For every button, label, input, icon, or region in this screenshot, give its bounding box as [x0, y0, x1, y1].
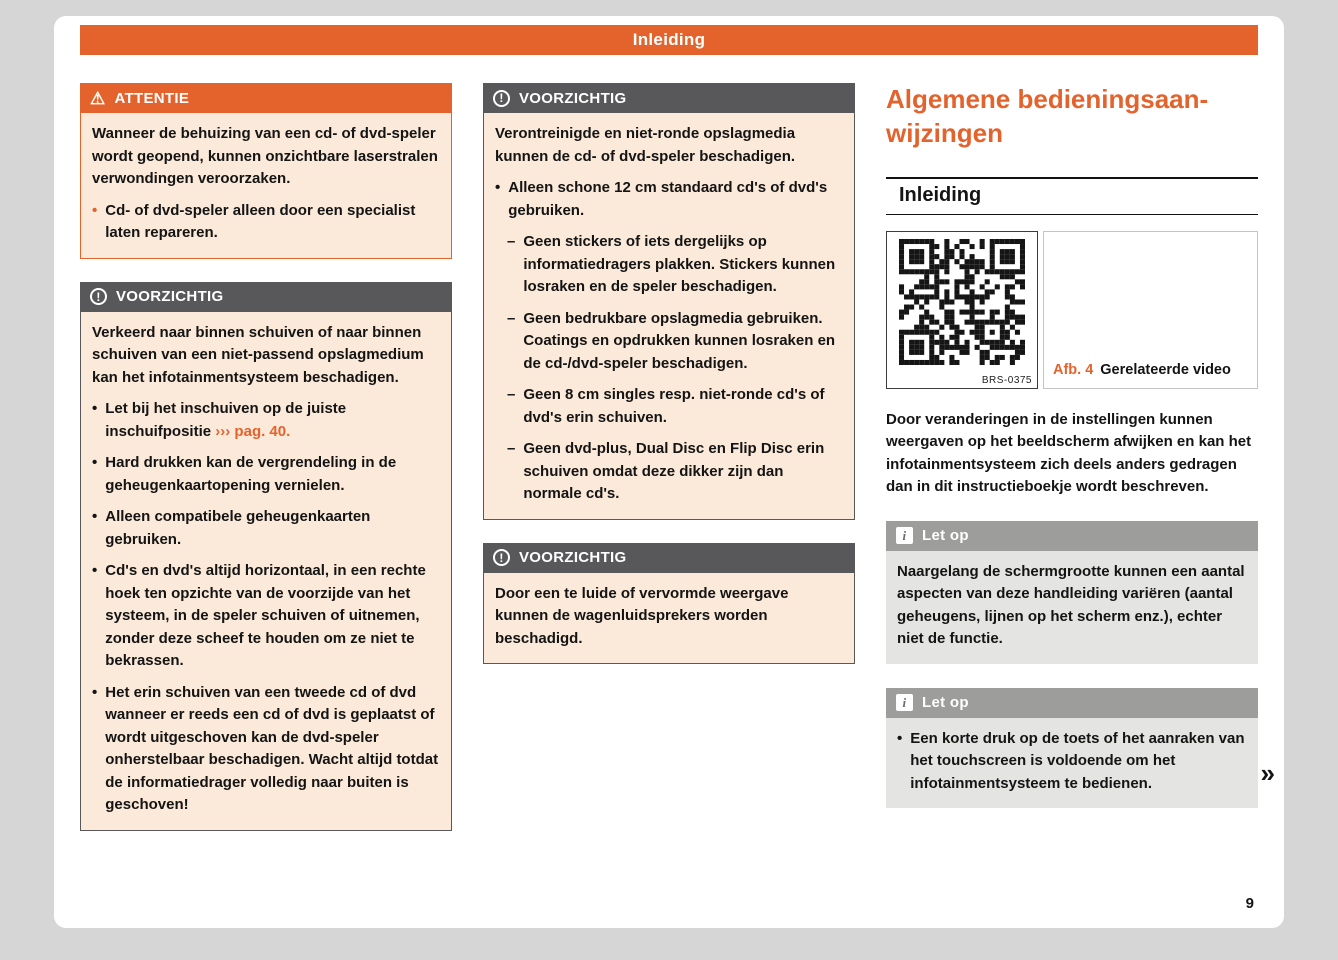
note-box-body: Naargelang de schermgrootte kunnen een aantal aspecten van deze handleiding variëren (aantal geheugens, lijnen op het scherm enz.), echter niet de functie.	[886, 551, 1258, 664]
dash-text: Geen stickers of iets dergelijks op informatiedragers plakken. Stickers kunnen losraken en de speler beschadigen.	[523, 233, 836, 295]
dash-text: Geen dvd-plus, Dual Disc en Flip Disc erin schuiven omdat deze dikker zijn dan normale cd's.	[523, 440, 825, 502]
bullet-marker: •	[92, 508, 98, 525]
bullet-marker: •	[92, 454, 98, 471]
bullet-marker: •	[92, 683, 98, 701]
bullet-item	[92, 200, 440, 245]
bullet-marker: •	[897, 729, 903, 747]
page-reference-link[interactable]: ››› pag. 40.	[215, 422, 291, 440]
figure-caption-text: Gerelateerde video	[1100, 361, 1231, 378]
column-middle	[483, 83, 855, 854]
figure-caption-box	[1043, 231, 1258, 389]
bullet-text: Hard drukken kan de vergrendeling in de geheugenkaartopening vernielen.	[105, 454, 397, 494]
figure-label: Afb. 4	[1053, 361, 1094, 378]
bullet-marker: •	[92, 562, 98, 579]
section-heading-line1: Algemene bedieningsaan-	[886, 84, 1209, 114]
caution-box-1	[80, 282, 452, 831]
note-box-header	[886, 521, 1258, 551]
exclamation-circle-icon	[493, 549, 510, 566]
column-left	[80, 83, 452, 854]
caution-box-header	[80, 282, 452, 312]
caution-box-title: VOORZICHTIG	[519, 549, 627, 566]
bullet-item	[92, 398, 440, 443]
figure-credit-code: BRS-0375	[981, 374, 1032, 386]
warning-triangle-icon	[90, 90, 106, 107]
bullet-text: Een korte druk op de toets of het aanraken van het touchscreen is voldoende om het infotainmentsysteem te bedienen.	[910, 729, 1245, 792]
columns	[80, 83, 1258, 854]
dash-item	[495, 231, 843, 299]
attention-box-header	[80, 83, 452, 113]
caution-box-title: VOORZICHTIG	[519, 89, 627, 107]
section-heading-line2: wijzingen	[886, 117, 1003, 148]
subsection-heading: Inleiding	[886, 177, 1258, 215]
caution-box-body	[483, 573, 855, 665]
note-box-title: Let op	[922, 527, 969, 545]
caution-intro: Verontreinigde en niet-ronde opslagmedia kunnen de cd- of dvd-speler beschadigen.	[495, 125, 796, 165]
info-icon	[896, 694, 913, 711]
caution-box-body	[483, 113, 855, 520]
qr-code-box	[886, 231, 1038, 389]
note-box-1	[886, 521, 1258, 664]
caution-box-3	[483, 543, 855, 665]
caution-box-title: VOORZICHTIG	[116, 288, 224, 305]
qr-code-icon	[899, 239, 1025, 388]
bullet-text: Alleen compatibele geheugenkaarten gebruiken.	[105, 508, 371, 548]
page-number: 9	[1245, 895, 1254, 912]
section-heading	[886, 83, 1258, 151]
figure-caption	[1053, 360, 1253, 381]
caution-intro: Verkeerd naar binnen schuiven of naar binnen schuiven van een niet-passend opslagmedium kan het infotainmentsysteem beschadigen.	[92, 323, 424, 386]
attention-box	[80, 83, 452, 259]
dash-text: Geen bedrukbare opslagmedia gebruiken. Coatings en opdrukken kunnen losraken en de cd-/dvd-speler beschadigen.	[523, 309, 836, 372]
bullet-marker: •	[92, 201, 98, 219]
figure-4	[886, 231, 1258, 389]
bullet-marker: •	[92, 400, 98, 417]
dash-marker: –	[507, 309, 516, 327]
continuation-mark: »	[1260, 758, 1275, 788]
bullet-text: Cd- of dvd-speler alleen door een specialist laten repareren.	[105, 201, 416, 241]
caution-box-header	[483, 543, 855, 573]
bullet-item	[897, 728, 1247, 796]
bullet-text: Alleen schone 12 cm standaard cd's of dvd's gebruiken.	[508, 179, 828, 219]
bullet-item	[92, 506, 440, 551]
caution-intro: Door een te luide of vervormde weergave kunnen de wagenluidsprekers worden beschadigd.	[495, 584, 789, 647]
caution-box-body	[80, 312, 452, 831]
dash-marker: –	[507, 233, 516, 250]
dash-item	[495, 384, 843, 429]
caution-box-2	[483, 83, 855, 520]
note-box-body	[886, 718, 1258, 809]
note-box-title: Let op	[922, 694, 969, 712]
dash-marker: –	[507, 386, 516, 403]
bullet-item	[495, 177, 843, 222]
bullet-text: Cd's en dvd's altijd horizontaal, in een rechte hoek ten opzichte van de voorzijde van het systeem, in de speler schuiven of uitnemen, zonder deze scheef te houden om ze niet te bekrassen.	[105, 562, 426, 669]
manual-page	[54, 16, 1284, 928]
attention-box-title: ATTENTIE	[114, 89, 190, 107]
body-paragraph: Door veranderingen in de instellingen kunnen weergaven op het beeldscherm afwijken en kan het infotainmentsysteem zich deels anders gedragen dan in dit instructieboekje wordt beschreven.	[886, 410, 1252, 496]
dash-item	[495, 308, 843, 376]
bullet-text: Het erin schuiven van een tweede cd of dvd wanneer er reeds een cd of dvd is geplaatst of wordt uitgeschoven kan de dvd-speler onherstelbaar beschadigen. Wacht altijd totdat de informatiedrager volledig naar buiten is geschoven!	[105, 683, 439, 813]
dash-marker: –	[507, 440, 516, 457]
exclamation-circle-icon	[90, 288, 107, 305]
bullet-item	[92, 560, 440, 673]
bullet-item	[92, 452, 440, 497]
exclamation-circle-icon	[493, 90, 510, 107]
caution-box-header	[483, 83, 855, 113]
attention-intro: Wanneer de behuizing van een cd- of dvd-speler wordt geopend, kunnen onzichtbare laserstralen verwondingen veroorzaken.	[92, 125, 438, 187]
bullet-text-part: Let bij het inschuiven op de juiste inschuifpositie	[105, 400, 347, 440]
attention-box-body	[80, 113, 452, 259]
bullet-marker: •	[495, 179, 501, 196]
bullet-text	[105, 398, 440, 443]
info-icon	[896, 527, 913, 544]
dash-text: Geen 8 cm singles resp. niet-ronde cd's of dvd's erin schuiven.	[523, 386, 825, 426]
note-box-2	[886, 688, 1258, 809]
bullet-item	[92, 682, 440, 817]
column-right	[886, 83, 1258, 854]
note-box-header	[886, 688, 1258, 718]
dash-item	[495, 438, 843, 506]
page-title-bar: Inleiding	[80, 25, 1258, 55]
